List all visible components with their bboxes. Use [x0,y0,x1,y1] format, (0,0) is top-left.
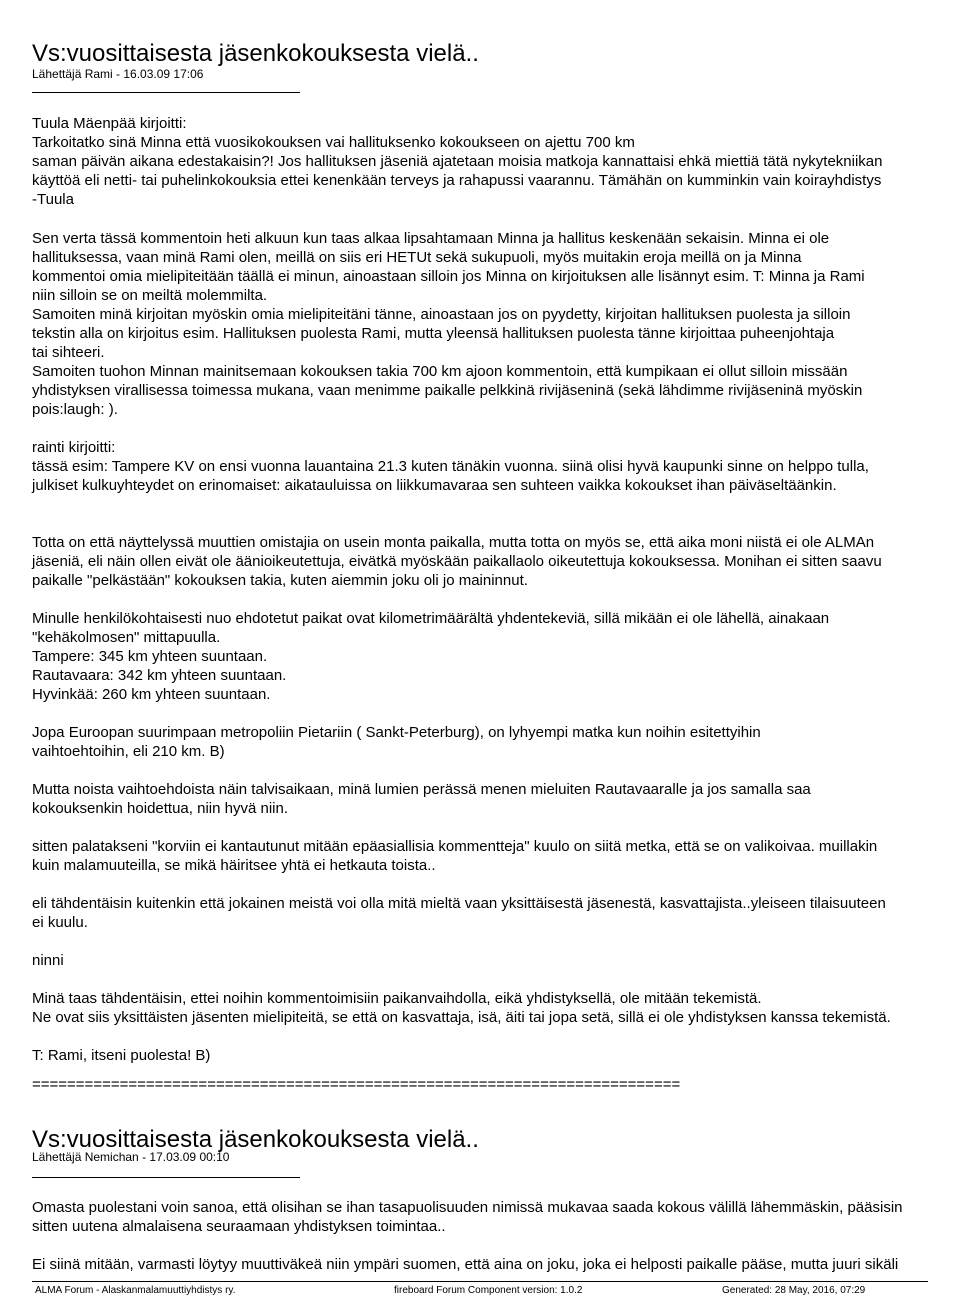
quote-line: tässä esim: Tampere KV on ensi vuonna lauantaina 21.3 kuten tänäkin vuonna. siinä olisi hyvä kaupunki sinne on helppo tulla, [32,458,869,475]
text-line: pois:laugh: ). [32,401,118,418]
text-line: Rautavaara: 342 km yhteen suuntaan. [32,667,287,684]
text-line: Hyvinkää: 260 km yhteen suuntaan. [32,686,271,703]
text-line: Ne ovat siis yksittäisten jäsenten mielipiteitä, se että on kasvattaja, isä, äiti tai jopa setä, sillä ei ole yhdistyksen kanssa tekemistä. [32,1009,891,1026]
text-line: Samoiten tuohon Minnan mainitsemaan kokouksen takia 700 km ajoon kommentoin, että kumpikaan ei ollut silloin missään [32,363,848,380]
footer-divider [32,1281,928,1282]
text-line: Tampere: 345 km yhteen suuntaan. [32,648,268,665]
text-line: sitten uutena almalaisena seuraamaan yhdistyksen toimintaa.. [32,1218,446,1235]
text-line: sitten palatakseni "korviin ei kantautunut mitään epäasiallisia kommentteja" kuulo on siitä metka, että se on valikoivaa. muillakin [32,838,878,855]
text-line: kokouksenkin hoidettua, niin hyvä niin. [32,800,288,817]
post-separator: ========================================================================== [32,1076,681,1093]
text-line: kuin malamuuteilla, se mikä häiritsee yhtä ei hetkauta toista.. [32,857,436,874]
text-line: Jopa Euroopan suurimpaan metropoliin Pietariin ( Sankt-Peterburg), on lyhyempi matka kun noihin esitettyihin [32,724,761,741]
signature: T: Rami, itseni puolesta! B) [32,1047,211,1064]
text-line: Mutta noista vaihtoehdoista näin talvisaikaan, minä lumien perässä menen mieluiten Rautavaaralle ja jos samalla saa [32,781,811,798]
quote-line: -Tuula [32,191,74,208]
text-line: jäseniä, eli näin ollen eivät ole äänioikeutettuja, eivätkä myöskään paikallaolo oikeutettuja kokouksessa. Monihan ei sitten saavu [32,553,882,570]
quote-author: rainti kirjoitti: [32,439,116,456]
signature: ninni [32,952,64,969]
divider [32,1177,300,1178]
post-meta: Lähettäjä Rami - 16.03.09 17:06 [32,67,204,81]
text-line: Totta on että näyttelyssä muuttien omistajia on usein monta paikalla, mutta totta on myös se, että aika moni niistä ei ole ALMAn [32,534,875,551]
text-line: kommentoi omia mielipiteitään täällä ei minun, ainoastaan silloin jos Minna on kirjoituksen alle lisännyt esim. T: Minna ja Rami [32,268,865,285]
text-line: eli tähdentäisin kuitenkin että jokainen meistä voi olla mitä mieltä vaan yksittäisestä jäsenestä, kasvattajista..yleiseen tilaisuuteen [32,895,886,912]
text-line: Minä taas tähdentäisin, ettei noihin kommentoimisiin paikanvaihdolla, eikä yhdistyksellä, ole mitään tekemistä. [32,990,762,1007]
quote-line: saman päivän aikana edestakaisin?! Jos hallituksen jäseniä ajatetaan moisia matkoja kannattaisi ehkä miettiä tätä nykytekniikan [32,153,883,170]
text-line: yhdistyksen virallisessa toimessa mukana, vaan menimme paikalle pelkkinä rivijäseninä (sekä lähdimme rivijäseninä myöskin [32,382,863,399]
footer-generated-date: Generated: 28 May, 2016, 07:29 [722,1285,866,1296]
text-line: Ei siinä mitään, varmasti löytyy muuttiväkeä niin ympäri suomen, että aina on joku, joka ei helposti paikalle pääse, mutta juuri sikäli [32,1256,899,1273]
text-line: tai sihteeri. [32,344,105,361]
text-line: hallituksessa, vaan minä Rami olen, meillä on siis eri HETUt sekä sukupuoli, myös muitakin eroja meillä on ja Minna [32,249,802,266]
footer-forum-name: ALMA Forum - Alaskanmalamuuttiyhdistys ry. [35,1285,236,1296]
text-line: tekstin alla on kirjoitus esim. Hallituksen puolesta Rami, mutta yleensä hallituksen puolesta tänne kirjoittaa puheenjohtaja [32,325,835,342]
text-line: Minulle henkilökohtaisesti nuo ehdotetut paikat ovat kilometrimäärältä yhdentekeviä, sillä mikään ei ole lähellä, ainakaan [32,610,830,627]
post-title: Vs:vuosittaisesta jäsenkokouksesta vielä.. [32,40,479,67]
text-line: Omasta puolestani voin sanoa, että olisihan se ihan tasapuolisuuden nimissä mukavaa saada kokous välillä lähemmäskin, pääsisin [32,1199,903,1216]
footer-component-version: fireboard Forum Component version: 1.0.2 [394,1285,583,1296]
text-line: vaihtoehtoihin, eli 210 km. B) [32,743,225,760]
divider [32,92,300,93]
text-line: niin silloin se on meiltä molemmilta. [32,287,268,304]
text-line: Samoiten minä kirjoitan myöskin omia mielipiteitäni tänne, ainoastaan jos on pyydetty, kirjoitan hallituksen puolesta ja silloin [32,306,851,323]
quote-author: Tuula Mäenpää kirjoitti: [32,115,187,132]
text-line: Sen verta tässä kommentoin heti alkuun kun taas alkaa lipsahtamaan Minna ja hallitus keskenään sekaisin. Minna ei ole [32,230,830,247]
text-line: "kehäkolmosen" mittapuulla. [32,629,221,646]
text-line: ei kuulu. [32,914,88,931]
quote-line: käyttöä eli netti- tai puhelinkokouksia ettei kenenkään terveys ja rahapussi vaarannu. Tämähän on kumminkin vain koirayhdistys [32,172,882,189]
post-meta: Lähettäjä Nemichan - 17.03.09 00:10 [32,1150,230,1164]
post-title: Vs:vuosittaisesta jäsenkokouksesta vielä.. [32,1126,479,1153]
quote-line: Tarkoitatko sinä Minna että vuosikokouksen vai hallituksenko kokoukseen on ajettu 700 km [32,134,635,151]
text-line: paikalle "pelkästään" kokouksen takia, kuten aiemmin joku oli jo maininnut. [32,572,528,589]
quote-line: julkiset kulkuyhteydet on erinomaiset: aikatauluissa on liikkumavaraa sen suhteen vaikka kokoukset ihan päiväseltäänkin. [32,477,837,494]
